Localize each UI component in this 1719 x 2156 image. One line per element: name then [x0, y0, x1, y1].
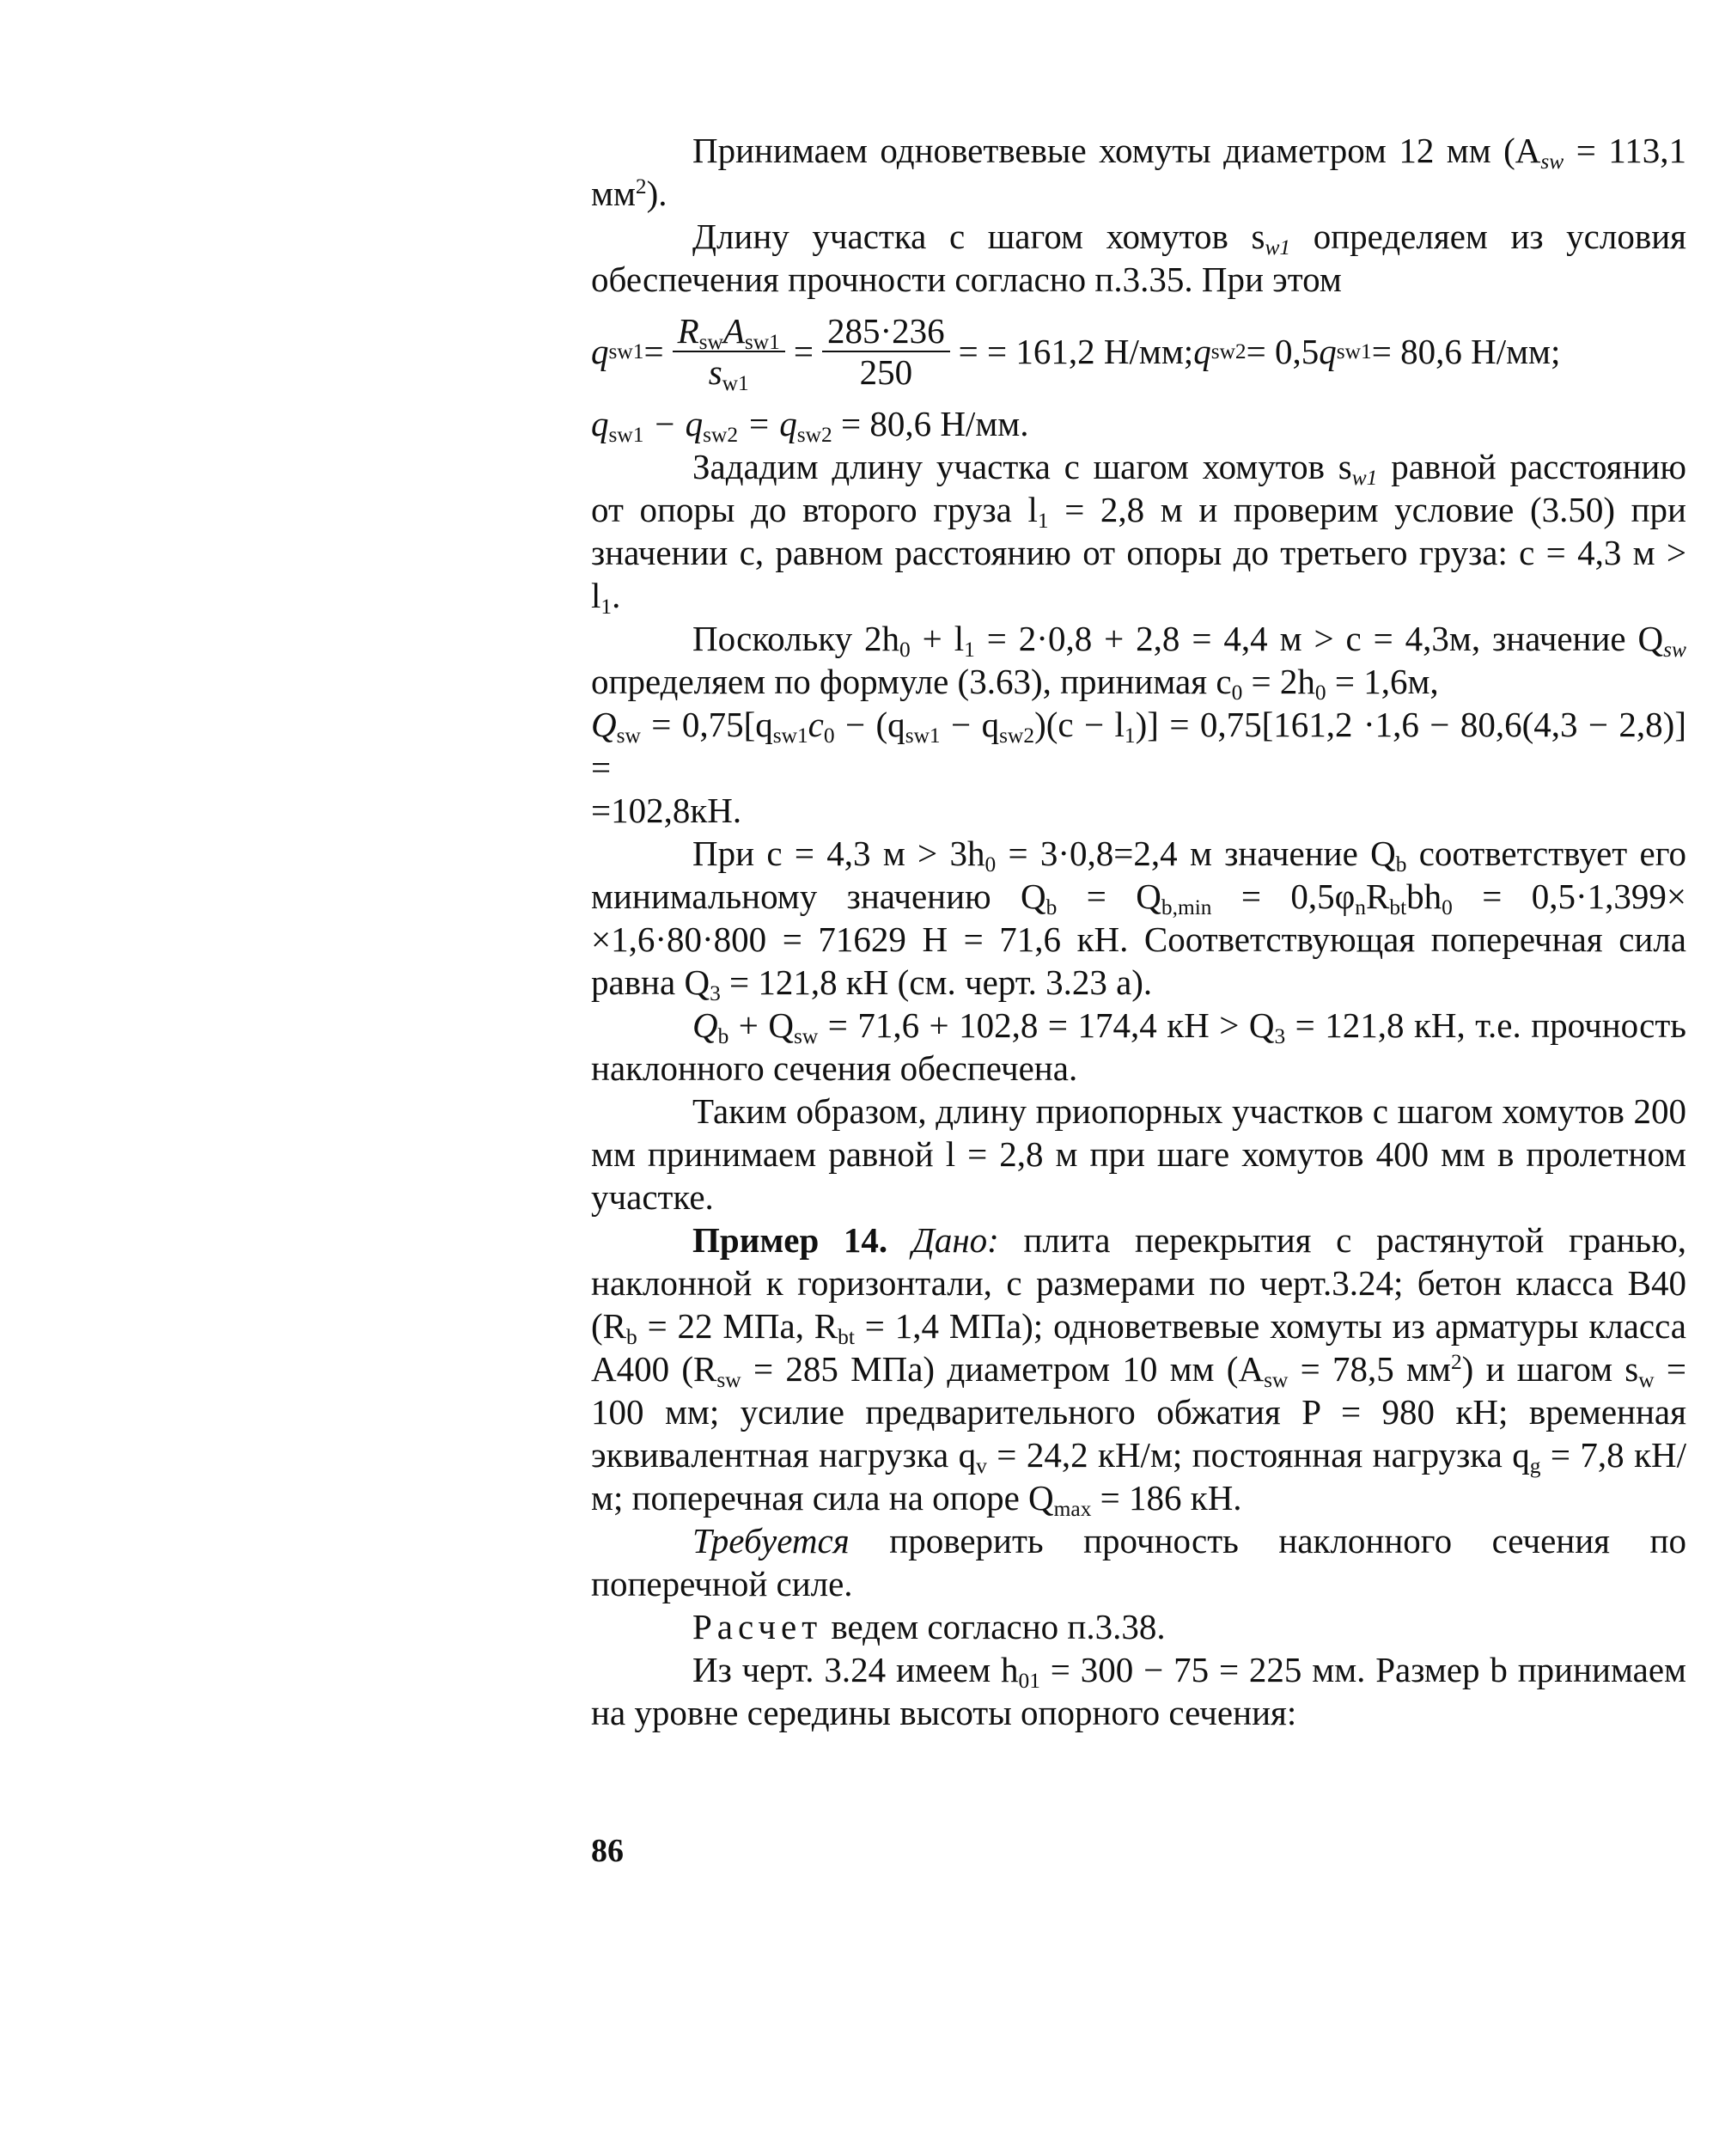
paragraph-11: Из черт. 3.24 имеем $h_{01} = 300 - 75 = 225$ мм. Размер b принимаем на уровне середины высоты опорного сечения: — [591, 1650, 1686, 1732]
paragraph-7: Таким образом, длину приопорных участков с шагом хомутов 200 мм принимаем равной l = 2,8 м при шаге хомутов 400 мм в пролетном участке. — [591, 1091, 1686, 1217]
formula-qsw-result: =102,8кН. — [591, 791, 742, 830]
paragraph-6: $Q_b + Q_{sw} = 71,6 + 102,8 = 174,4$ кН > $Q_3 = 121,8$ кН, т.е. прочность наклонного сечения обеспечена. — [591, 1005, 1686, 1088]
formula-qsw-difference: $q_{sw1} - q_{sw2} = q_{sw2} = 80,6$ Н/мм. — [591, 404, 1029, 448]
paragraph-1: Принимаем одноветвевые хомуты диаметром 12 мм ($A_{sw} = 113,1$ $мм^2$). — [591, 131, 1686, 213]
paragraph-3: Зададим длину участка с шагом хомутов $s_{w1}$ равной расстоянию от опоры до второго груза $l_1 = 2,8$ м и проверим условие (3.50) при значении c, равном расстоянию от опоры до третьего груза: c = 4,3 $м > l_1$. — [591, 447, 1687, 620]
formula-qsw: $Q_{sw} = 0,75[q_{sw1}c_0 - (q_{sw1} - q_{sw2})(c - l_1)] = 0,75[161,2 \cdot 1,6 - 80,6(4,3 - 2,8)]$ = — [591, 705, 1686, 787]
paragraph-8-example: Пример 14. Дано: плита перекрытия с растянутой гранью, наклонной к горизонтали, с размерами по черт.3.24; бетон класса В40 ($R_b = 22$ МПа, $R_{bt} = 1,4$ МПа); одноветвевые хомуты из арматуры класса А400 ($R_{sw} = 285$ МПа) диаметром 10 мм ($A_{sw} = 78,5$ $мм^2$) и шагом $s_w = 100$ мм; усилие предварительного обжатия P = 980 кН; временная эквивалентная нагрузка $q_v = 24,2$ кН/м; постоянная нагрузка $q_g = 7,8$ кН/м; поперечная сила на опоре $Q_{max} = 186$ кН. — [591, 1220, 1687, 1522]
page-number: 86 — [591, 1833, 624, 1869]
fraction-rsw-asw: $\frac{R_{sw}A_{sw1}}{s_{w1}}$ — [673, 311, 785, 392]
paragraph-4: Поскольку $2h_0 + l_1 = 2\cdot 0,8 + 2,8 = 4,4$ м > c = 4,3м, значение $Q_{sw}$ определяем по формуле (3.63), принимая $c_0 = 2h_0 = 1,6м$, — [591, 619, 1686, 705]
paragraph-9: Требуется проверить прочность наклонного сечения по поперечной силе. — [591, 1521, 1686, 1603]
paragraph-2: Длину участка с шагом хомутов $s_{w1}$ определяем из условия обеспечения прочности согласно п.3.35. При этом — [591, 217, 1686, 299]
formula-qsw1: q sw1 = $\frac{R_{sw}A_{sw1}}{s_{w1}}$ = $\frac{285\cdot 236}{250}$ = = 161,2 Н/мм; q sw2 = 0,5 q sw1 = 80,6 Н/мм; — [591, 311, 1561, 396]
page-body — [591, 129, 1686, 1734]
paragraph-5: При c = 4,3 $м > 3h_0 = 3\cdot 0,8=2,4$ м значение $Q_b$ соответствует его минимальному значению $Q_b = Q_{b,min} = 0,5\varphi_nR_{bt}bh_0 = 0,5\cdot 1,399\times \times 1,6\cdot 80\cdot 800 = 71629$ Н = 71,6 кН. Соответствующая поперечная сила равна $Q_3 = 121,8$ кН (см. черт. 3.23 а). — [591, 834, 1686, 1006]
fraction-numeric: $\frac{285\cdot 236}{250}$ — [822, 311, 950, 392]
paragraph-10: Расчет ведем согласно п.3.38. — [692, 1607, 1166, 1646]
